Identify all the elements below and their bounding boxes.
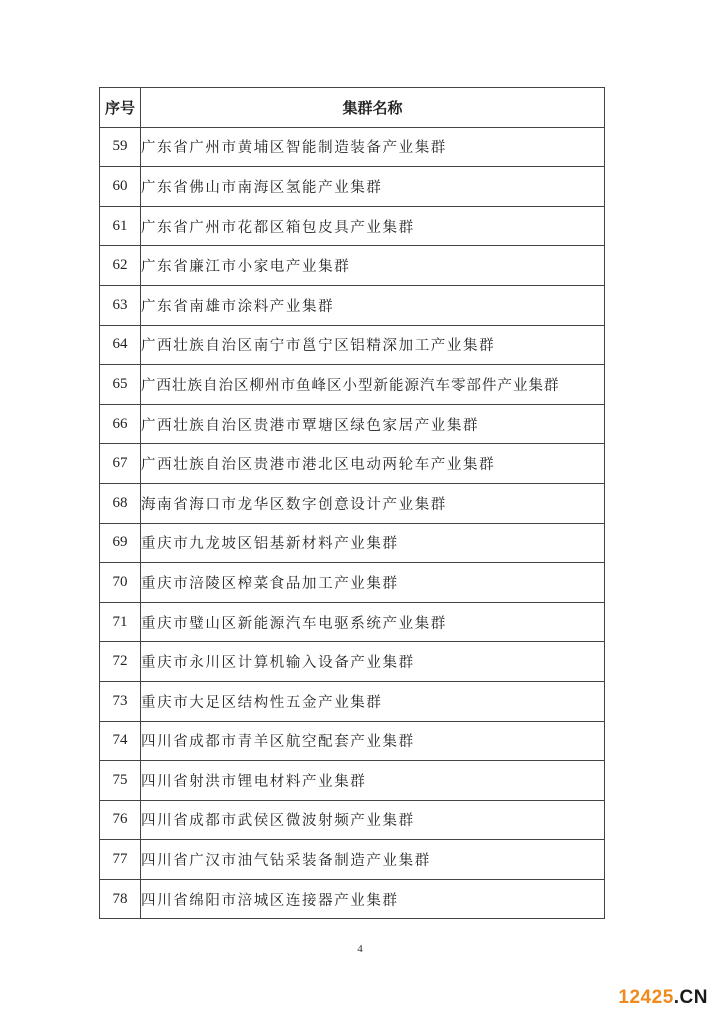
row-number: 68 xyxy=(100,483,141,523)
row-number: 60 xyxy=(100,167,141,207)
row-number: 69 xyxy=(100,523,141,563)
row-cluster-name: 广西壮族自治区贵港市港北区电动两轮车产业集群 xyxy=(141,444,605,484)
row-number: 66 xyxy=(100,404,141,444)
table-row xyxy=(100,365,605,405)
row-number: 65 xyxy=(100,365,141,405)
row-number: 73 xyxy=(100,681,141,721)
table-row xyxy=(100,761,605,801)
table-row xyxy=(100,523,605,563)
row-cluster-name: 海南省海口市龙华区数字创意设计产业集群 xyxy=(141,483,605,523)
row-cluster-name: 四川省广汉市油气钻采装备制造产业集群 xyxy=(141,840,605,880)
site-watermark xyxy=(618,987,708,1009)
row-cluster-name: 广东省南雄市涂料产业集群 xyxy=(141,285,605,325)
row-cluster-name: 重庆市大足区结构性五金产业集群 xyxy=(141,681,605,721)
table-row xyxy=(100,879,605,919)
table-row xyxy=(100,483,605,523)
table-row xyxy=(100,206,605,246)
row-number: 76 xyxy=(100,800,141,840)
row-cluster-name: 重庆市九龙坡区铝基新材料产业集群 xyxy=(141,523,605,563)
table-row xyxy=(100,563,605,603)
row-cluster-name: 重庆市永川区计算机输入设备产业集群 xyxy=(141,642,605,682)
row-number: 74 xyxy=(100,721,141,761)
table-row xyxy=(100,127,605,167)
row-number: 70 xyxy=(100,563,141,603)
row-number: 62 xyxy=(100,246,141,286)
row-cluster-name: 四川省成都市武侯区微波射频产业集群 xyxy=(141,800,605,840)
table-row xyxy=(100,681,605,721)
row-cluster-name: 四川省绵阳市涪城区连接器产业集群 xyxy=(141,879,605,919)
row-cluster-name: 广东省广州市花都区箱包皮具产业集群 xyxy=(141,206,605,246)
row-cluster-name: 重庆市涪陵区榨菜食品加工产业集群 xyxy=(141,563,605,603)
row-number: 72 xyxy=(100,642,141,682)
row-number: 67 xyxy=(100,444,141,484)
row-cluster-name: 广东省广州市黄埔区智能制造装备产业集群 xyxy=(141,127,605,167)
row-cluster-name: 广东省佛山市南海区氢能产业集群 xyxy=(141,167,605,207)
row-number: 78 xyxy=(100,879,141,919)
watermark-suffix: CN xyxy=(679,987,708,1008)
table-header-row xyxy=(100,88,605,128)
watermark-dot: . xyxy=(673,987,680,1008)
table-row xyxy=(100,167,605,207)
table-row xyxy=(100,840,605,880)
row-cluster-name: 四川省成都市青羊区航空配套产业集群 xyxy=(141,721,605,761)
header-number: 序号 xyxy=(100,88,141,128)
row-cluster-name: 四川省射洪市锂电材料产业集群 xyxy=(141,761,605,801)
row-cluster-name: 广西壮族自治区贵港市覃塘区绿色家居产业集群 xyxy=(141,404,605,444)
row-number: 59 xyxy=(100,127,141,167)
table-row xyxy=(100,246,605,286)
table-row xyxy=(100,800,605,840)
row-number: 77 xyxy=(100,840,141,880)
table-row xyxy=(100,602,605,642)
row-number: 61 xyxy=(100,206,141,246)
row-number: 71 xyxy=(100,602,141,642)
page-number: 4 xyxy=(357,943,363,955)
row-number: 75 xyxy=(100,761,141,801)
row-cluster-name: 广西壮族自治区柳州市鱼峰区小型新能源汽车零部件产业集群 xyxy=(141,365,605,405)
table-row xyxy=(100,285,605,325)
cluster-table xyxy=(99,87,605,919)
table-row xyxy=(100,444,605,484)
watermark-digits: 12425 xyxy=(618,987,674,1008)
row-cluster-name: 重庆市璧山区新能源汽车电驱系统产业集群 xyxy=(141,602,605,642)
header-name: 集群名称 xyxy=(141,88,605,128)
table-row xyxy=(100,404,605,444)
row-number: 64 xyxy=(100,325,141,365)
row-number: 63 xyxy=(100,285,141,325)
table-row xyxy=(100,325,605,365)
table-row xyxy=(100,721,605,761)
table-row xyxy=(100,642,605,682)
row-cluster-name: 广西壮族自治区南宁市邕宁区铝精深加工产业集群 xyxy=(141,325,605,365)
row-cluster-name: 广东省廉江市小家电产业集群 xyxy=(141,246,605,286)
